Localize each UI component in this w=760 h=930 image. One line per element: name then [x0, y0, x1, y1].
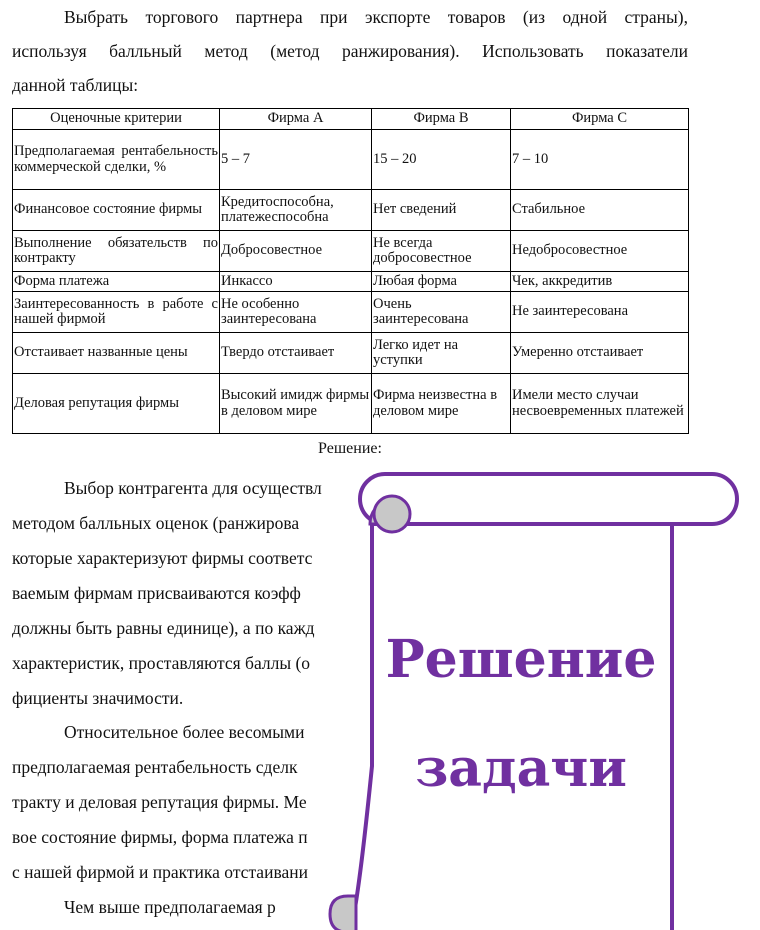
table-cell: 5 – 7 [220, 130, 372, 190]
scroll-body [355, 524, 672, 930]
table-cell: Стабильное [511, 190, 689, 231]
table-row [13, 231, 689, 272]
table-row [13, 374, 689, 434]
table-header-row [13, 109, 689, 130]
table-cell: Выполнение обязательств по контракту [13, 231, 220, 272]
table-cell: Нет сведений [372, 190, 511, 231]
table-cell: Предполагаемая рентабельность коммерческой сделки, % [13, 130, 220, 190]
text-line: ваемым фирмам присваиваются коэфф [12, 583, 301, 603]
table-cell: Инкассо [220, 272, 372, 292]
table-cell: Не особенно заинтересована [220, 292, 372, 333]
scroll-top-roll [360, 474, 737, 524]
table-row [13, 292, 689, 333]
text-line: методом балльных оценок (ранжирова [12, 513, 300, 533]
table-row [13, 190, 689, 231]
table-cell: 7 – 10 [511, 130, 689, 190]
table-cell: Недобросовестное [511, 231, 689, 272]
text-line: с нашей фирмой и практика отстаивани [12, 862, 308, 882]
table-cell: Умеренно отстаивает [511, 333, 689, 374]
table-cell: Легко идет на уступки [372, 333, 511, 374]
scroll-graphic [300, 466, 746, 930]
header-firm-a: Фирма А [220, 109, 372, 130]
text-line: фициенты значимости. [12, 688, 184, 708]
table-cell: Высокий имидж фирмы в деловом мире [220, 374, 372, 434]
table-cell: Очень заинтересована [372, 292, 511, 333]
text-line: предполагаемая рентабельность сделк [12, 757, 298, 777]
table-cell: Кредитоспособна, платежеспособна [220, 190, 372, 231]
scroll-top-curl-shade [374, 496, 410, 532]
table-cell: Чек, аккредитив [511, 272, 689, 292]
text-line: должны быть равны единице), а по кажд [12, 618, 315, 638]
text-line: вое состояние фирмы, форма платежа п [12, 827, 308, 847]
text-line: тракту и деловая репутация фирмы. Ме [12, 792, 307, 812]
table-row [13, 333, 689, 374]
task-line-2: используя балльный метод (метод ранжирования). Использовать показатели [12, 41, 688, 61]
scroll-bottom-curl [330, 896, 356, 930]
table-row [13, 130, 689, 190]
table-cell: Фирма неизвестна в деловом мире [372, 374, 511, 434]
table-cell: 15 – 20 [372, 130, 511, 190]
text-line: Выбор контрагента для осуществл [64, 478, 322, 498]
table-cell: Заинтересованность в работе с нашей фирмой [13, 292, 220, 333]
header-criteria: Оценочные критерии [13, 109, 220, 130]
text-line: Относительное более весомыми [64, 722, 305, 742]
table-cell: Добросовестное [220, 231, 372, 272]
table-cell: Не всегда добросовестное [372, 231, 511, 272]
table-row [13, 272, 689, 292]
table-cell: Деловая репутация фирмы [13, 374, 220, 434]
text-line: которые характеризуют фирмы соответс [12, 548, 313, 568]
table-cell: Имели место случаи несвоевременных платежей [511, 374, 689, 434]
table-cell: Форма платежа [13, 272, 220, 292]
solution-heading: Решение: [318, 440, 382, 457]
scroll-title-line-1: Решение [385, 629, 657, 690]
text-line: Чем выше предполагаемая р [64, 897, 276, 917]
criteria-table [12, 108, 689, 434]
task-statement [12, 0, 688, 102]
table-cell: Не заинтересована [511, 292, 689, 333]
task-line-3: данной таблицы: [12, 75, 139, 95]
text-line: характеристик, проставляются баллы (о [12, 653, 311, 673]
task-line-1: Выбрать торгового партнера при экспорте товаров (из одной страны), [64, 7, 688, 27]
table-cell: Отстаивает названные цены [13, 333, 220, 374]
table-cell: Финансовое состояние фирмы [13, 190, 220, 231]
scroll-banner [300, 466, 746, 930]
table-cell: Твердо отстаивает [220, 333, 372, 374]
scroll-title-line-2: задачи [415, 738, 627, 799]
header-firm-b: Фирма В [372, 109, 511, 130]
header-firm-c: Фирма С [511, 109, 689, 130]
table-cell: Любая форма [372, 272, 511, 292]
